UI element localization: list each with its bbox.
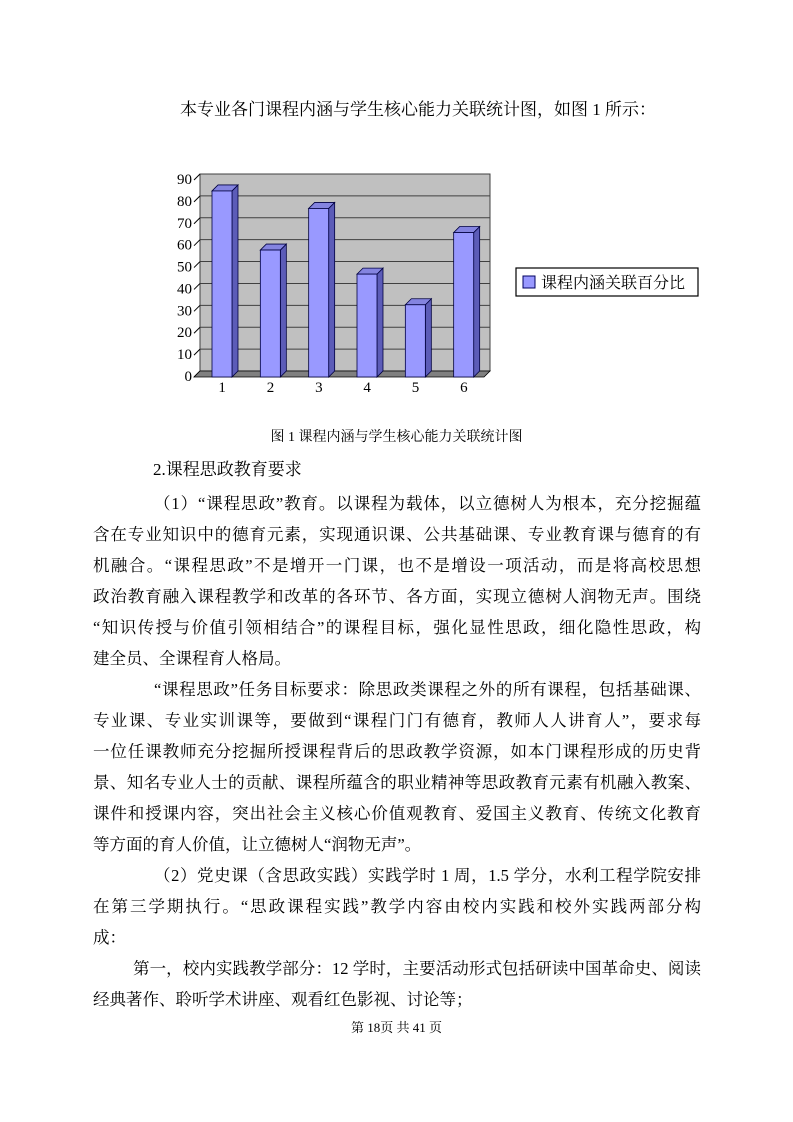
paragraph-line: （2）党史课（含思政实践）实践学时 1 周，1.5 学分，水利工程学院安排: [154, 866, 701, 885]
body-text: [93, 488, 701, 1015]
paragraph-line: 机融合。“课程思政”不是增开一门课，也不是增设一项活动，而是将高校思想: [93, 556, 701, 575]
legend-marker: [523, 276, 535, 288]
x-axis-label: 4: [363, 380, 371, 396]
paragraph-line: “知识传授与价值引领相结合”的课程目标，强化显性思政，细化隐性思政，构: [93, 618, 701, 637]
paragraph-line: 成：: [93, 928, 126, 947]
paragraph-line: 一位任课教师充分挖掘所授课程背后的思政教学资源，如本门课程形成的历史背: [93, 742, 701, 761]
figure-chart: [170, 160, 710, 405]
chart-floor: [194, 371, 490, 377]
chart-bar-side: [425, 299, 431, 377]
chart-bar-side: [474, 227, 480, 377]
section-heading: 2.课程思政教育要求: [153, 460, 302, 479]
figure-caption: 图 1 课程内涵与学生核心能力关联统计图: [270, 430, 523, 445]
chart-bar: [357, 274, 377, 377]
legend-label: 课程内涵关联百分比: [541, 275, 686, 292]
y-axis-label: 40: [177, 281, 192, 298]
y-axis-label: 90: [177, 172, 192, 188]
paragraph-line: 第一，校内实践教学部分：12 学时，主要活动形式包括研读中国革命史、阅读: [133, 959, 701, 978]
chart-bar-side: [329, 202, 335, 377]
chart-bar: [212, 191, 232, 377]
intro-paragraph: 本专业各门课程内涵与学生核心能力关联统计图，如图 1 所示：: [180, 100, 656, 119]
chart-bar: [309, 208, 329, 377]
x-axis-label: 1: [218, 380, 226, 396]
x-axis-label: 2: [266, 380, 275, 396]
y-axis-tick: [194, 349, 200, 355]
y-axis-tick: [194, 174, 200, 180]
paragraph-line: 景、知名专业人士的贡献、课程所蕴含的职业精神等思政教育元素有机融入教案、: [93, 773, 701, 792]
y-axis-label: 30: [177, 303, 192, 320]
y-axis-tick: [194, 327, 200, 333]
chart-bar: [260, 250, 280, 377]
chart-bar-side: [377, 268, 383, 377]
x-axis-label: 6: [460, 380, 468, 396]
y-axis-label: 20: [177, 325, 192, 342]
paragraph-line: 专业课、专业实训课等，要做到“课程门门有德育，教师人人讲育人”，要求每: [93, 711, 701, 730]
paragraph-line: 经典著作、聆听学术讲座、观看红色影视、讨论等；: [93, 990, 473, 1009]
paragraph-line: 在第三学期执行。“思政课程实践”教学内容由校内实践和校外实践两部分构: [93, 897, 701, 916]
x-axis-label: 5: [411, 380, 420, 396]
x-axis-label: 3: [315, 380, 323, 396]
paragraph-line: 等方面的育人价值，让立德树人“润物无声”。: [93, 835, 422, 854]
y-axis-label: 80: [177, 193, 192, 210]
chart-bar-side: [232, 185, 238, 377]
chart-bar: [405, 305, 425, 377]
chart-bar: [454, 233, 474, 377]
y-axis-label: 50: [177, 259, 192, 276]
y-axis-label: 70: [177, 215, 192, 232]
y-axis-tick: [194, 240, 200, 246]
paragraph-line: 建全员、全课程育人格局。: [93, 649, 291, 668]
paragraph-line: 含在专业知识中的德育元素，实现通识课、公共基础课、专业教育课与德育的有: [93, 525, 701, 544]
paragraph-line: 课件和授课内容，突出社会主义核心价值观教育、爱国主义教育、传统文化教育: [93, 804, 701, 823]
paragraph-line: “课程思政”任务目标要求：除思政类课程之外的所有课程，包括基础课、: [154, 680, 701, 699]
chart-bar-side: [280, 244, 286, 377]
plot-area: [200, 174, 490, 371]
bar-chart: [170, 160, 710, 405]
paragraph-line: 政治教育融入课程教学和改革的各环节、各方面，实现立德树人润物无声。围绕: [93, 587, 701, 606]
y-axis-tick: [194, 262, 200, 268]
y-axis-label: 10: [177, 347, 192, 364]
y-axis-label: 60: [177, 237, 192, 254]
y-axis-tick: [194, 218, 200, 224]
paragraph-line: （1）“课程思政”教育。以课程为载体，以立德树人为根本，充分挖掘蕴: [154, 494, 701, 513]
y-axis-label: 0: [184, 369, 192, 385]
page-footer: 第 18页 共 41 页: [350, 1020, 442, 1035]
y-axis-tick: [194, 305, 200, 311]
y-axis-tick: [194, 196, 200, 202]
y-axis-tick: [194, 283, 200, 289]
